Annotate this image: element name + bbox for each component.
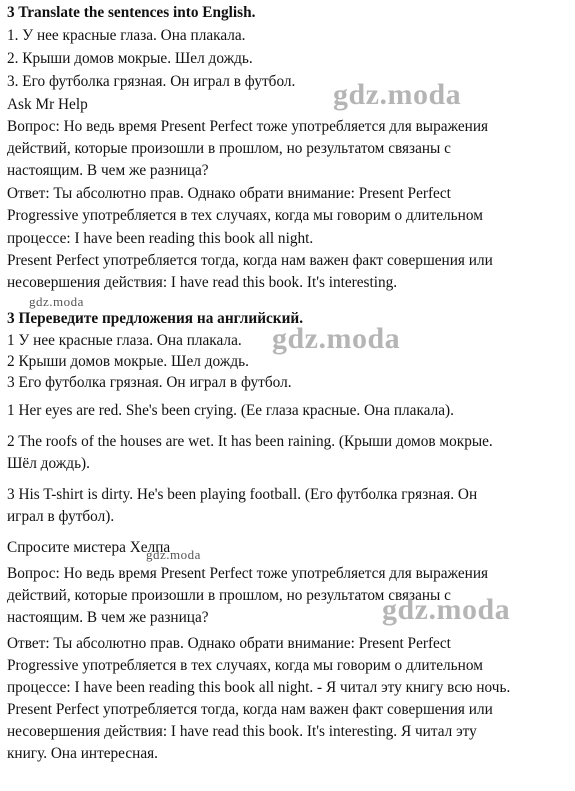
watermark-gdz-moda-1: gdz.moda [333,78,462,111]
watermark-gdz-moda-small-2: gdz.moda [146,547,201,562]
section2-answer-2-line-2: Шёл дождь). [7,455,90,472]
section1-answer-line-2: Progressive употребляется в тех случаях, когда мы говорим о длительном [7,207,483,224]
section2-question-line-2: действий, которые произошли в прошлом, но результатом связаны с [7,587,451,604]
watermark-gdz-moda-3: gdz.moda [382,593,511,626]
section2-subheading: Спросите мистера Хелпа [7,539,171,556]
watermark-gdz-moda-2: gdz.moda [272,322,401,355]
section2-item-2: 2 Крыши домов мокрые. Шел дождь. [7,353,249,370]
section1-answer-line-4: Present Perfect употребляется тогда, когда нам важен факт совершения или [7,252,493,269]
section1-question-line-2: действий, которые произошли в прошлом, но результатом связаны с [7,140,451,157]
section1-item-3: 3. Его футболка грязная. Он играл в футбол. [7,73,296,90]
section2-answer-line-2: Progressive употребляется в тех случаях, когда мы говорим о длительном [7,657,483,674]
section2-heading: 3 Переведите предложения на английский. [7,310,304,327]
section1-answer-line-1: Ответ: Ты абсолютно прав. Однако обрати внимание: Present Perfect [7,185,451,202]
section2-question-line-3: настоящим. В чем же разница? [7,609,209,626]
section1-item-1: 1. У нее красные глаза. Она плакала. [7,27,246,44]
section2-answer-2-line-1: 2 The roofs of the houses are wet. It has been raining. (Крыши домов мокрые. [7,433,493,450]
section1-subheading: Ask Mr Help [7,96,88,113]
section2-answer-1-line-1: 1 Her eyes are red. She's been crying. (Ее глаза красные. Она плакала). [7,402,454,419]
section1-question-line-1: Вопрос: Но ведь время Present Perfect тоже употребляется для выражения [7,118,489,135]
section1-answer-line-3: процессе: I have been reading this book all night. [7,230,314,247]
section1-answer-line-5: несовершения действия: I have read this book. It's interesting. [7,274,398,291]
section2-answer-line-5: несовершения действия: I have read this book. It's interesting. Я читал эту [7,723,477,740]
section2-answer-line-6: книгу. Она интересная. [7,745,158,762]
section2-item-1: 1 У нее красные глаза. Она плакала. [7,332,242,349]
section2-answer-line-3: процессе: I have been reading this book all night. - Я читал эту книгу всю ночь. [7,679,511,696]
section1-question-line-3: настоящим. В чем же разница? [7,162,209,179]
section2-item-3: 3 Его футболка грязная. Он играл в футбол. [7,374,292,391]
section2-answer-3-line-1: 3 His T-shirt is dirty. He's been playing football. (Его футболка грязная. Он [7,486,478,503]
section1-heading: 3 Translate the sentences into English. [7,4,256,21]
section2-question-line-1: Вопрос: Но ведь время Present Perfect тоже употребляется для выражения [7,565,489,582]
section2-answer-3-line-2: играл в футбол). [7,508,115,525]
section2-answer-line-4: Present Perfect употребляется тогда, когда нам важен факт совершения или [7,701,493,718]
watermark-gdz-moda-small-1: gdz.moda [29,294,84,309]
section2-answer-line-1: Ответ: Ты абсолютно прав. Однако обрати внимание: Present Perfect [7,635,451,652]
section1-item-2: 2. Крыши домов мокрые. Шел дождь. [7,50,253,67]
